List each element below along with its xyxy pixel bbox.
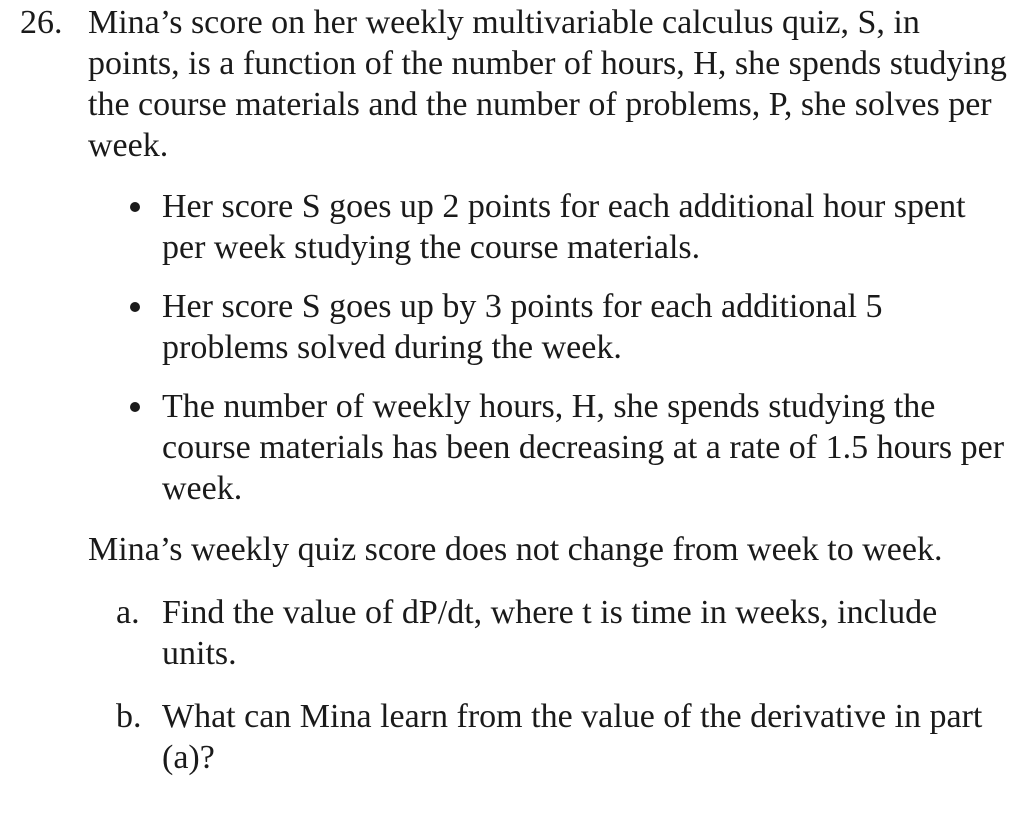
part-text: What can Mina learn from the value of the derivative in part (a)? (162, 698, 983, 776)
condition-text: Her score S goes up 2 points for each additional hour spent per week studying the course materials. (162, 188, 966, 266)
part-label: b. (116, 698, 142, 735)
bullet-icon (130, 202, 140, 212)
problem-number: 26. (20, 4, 63, 41)
problem-26 (20, 2, 1010, 800)
conditions-list (20, 186, 1010, 509)
bullet-icon (130, 302, 140, 312)
problem-stem: Mina’s score on her weekly multivariable calculus quiz, S, in points, is a function of the number of hours, H, she spends studying the course materials and the number of problems, P, she solves per week. (88, 4, 1007, 164)
bullet-icon (130, 402, 140, 412)
condition-item (20, 386, 1010, 509)
condition-item (20, 186, 1010, 268)
question-part-a (20, 592, 1010, 674)
condition-text: Her score S goes up by 3 points for each additional 5 problems solved during the week. (162, 288, 883, 366)
conclusion-text: Mina’s weekly quiz score does not change from week to week. (88, 531, 943, 568)
condition-item (20, 286, 1010, 368)
part-label: a. (116, 594, 140, 631)
part-text: Find the value of dP/dt, where t is time in weeks, include units. (162, 594, 938, 672)
question-part-b (20, 696, 1010, 778)
question-parts (20, 592, 1010, 778)
condition-text: The number of weekly hours, H, she spends studying the course materials has been decreasing at a rate of 1.5 hours per week. (162, 388, 1005, 507)
